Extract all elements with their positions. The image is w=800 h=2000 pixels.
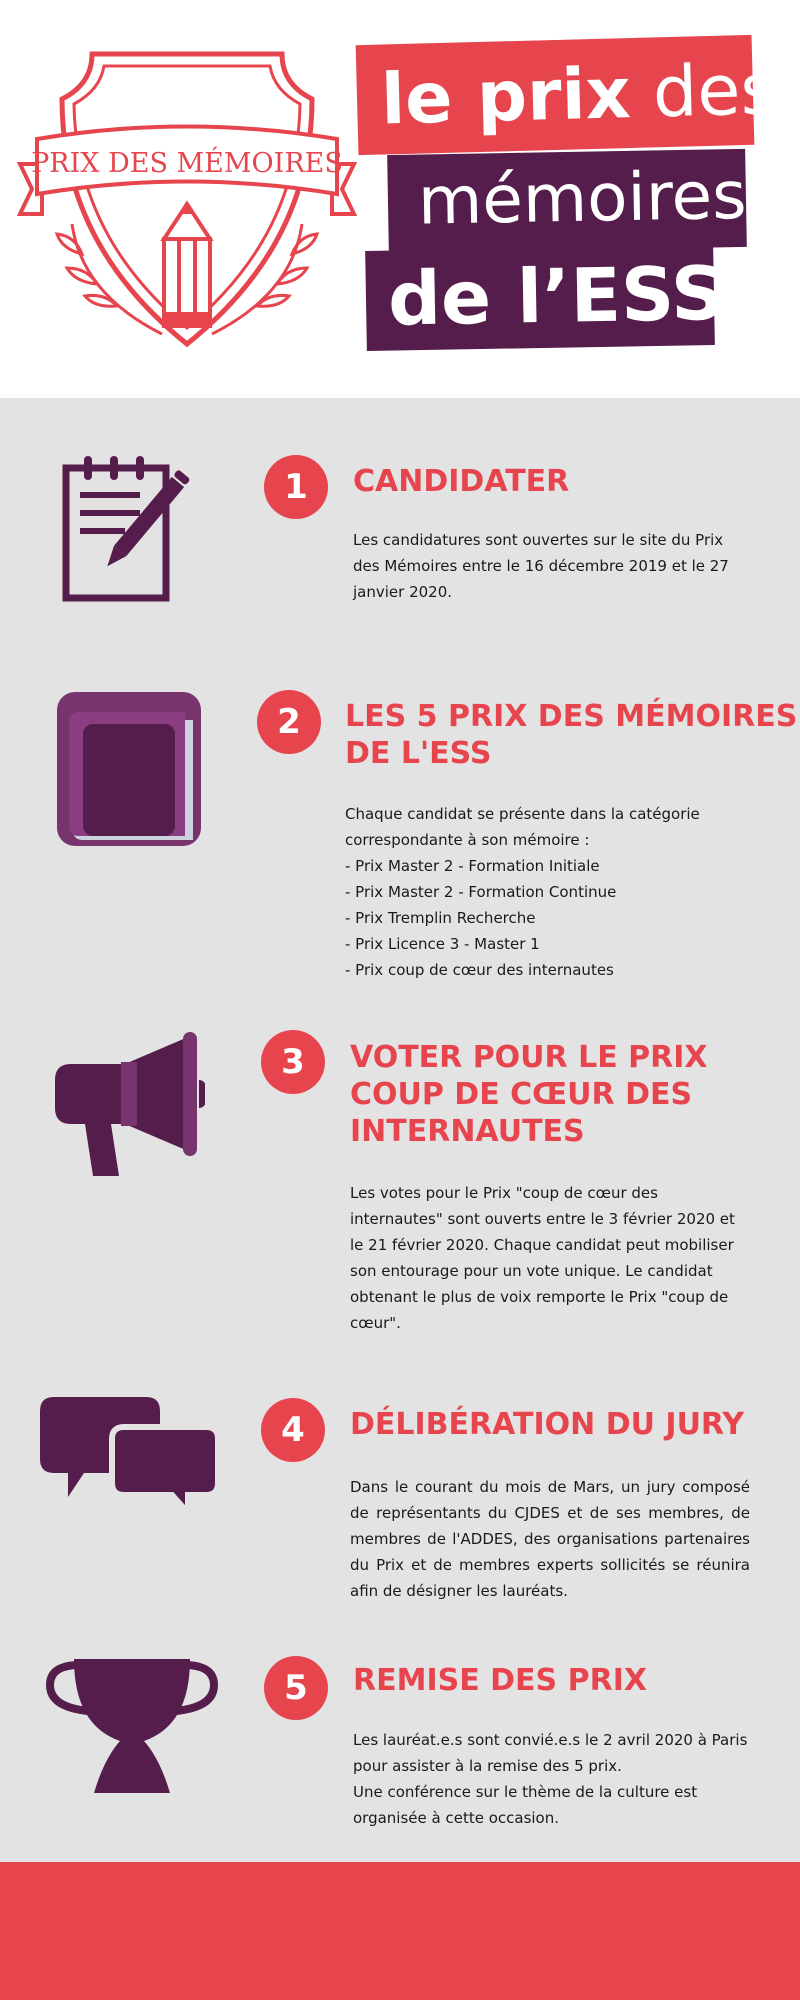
prix-memoires-shield-logo xyxy=(12,44,362,364)
title-line1-light: des xyxy=(629,48,778,135)
footer-band xyxy=(0,1862,800,2000)
step-title: CANDIDATER xyxy=(353,464,570,499)
step-title: DÉLIBÉRATION DU JURY xyxy=(350,1407,745,1442)
step-title: LES 5 PRIX DES MÉMOIRES DE L'ESS xyxy=(345,699,798,771)
hero-header xyxy=(0,0,800,398)
step-number: 4 xyxy=(261,1398,325,1462)
step-text: Les lauréat.e.s sont convié.e.s le 2 avril 2020 à Paris pour assister à la remise des 5 prix. Une conférence sur le thème de la culture est organisée à cette occasion. xyxy=(353,1731,748,1827)
step-text: Les votes pour le Prix "coup de cœur des internautes" sont ouverts entre le 3 février 2020 et le 21 février 2020. Chaque candidat peut mobiliser son entourage pour un vote unique. Le candidat obtenant le plus de voix remporte le Prix "coup de cœur". xyxy=(350,1184,735,1332)
megaphone-icon xyxy=(55,1030,205,1178)
notepad-pencil-icon xyxy=(60,452,205,604)
step-number: 1 xyxy=(264,455,328,519)
step-text: Chaque candidat se présente dans la catégorie correspondante à son mémoire : - Prix Master 2 - Formation Initiale - Prix Master 2 - Formation Continue - Prix Tremplin Recherche - Prix Licence 3 - Master 1 - Prix coup de cœur des internautes xyxy=(345,805,700,979)
step-number: 2 xyxy=(257,690,321,754)
step-text: Dans le courant du mois de Mars, un jury composé de représentants du CJDES et de ses membres, de membres de l'ADDES, des organisations partenaires du Prix et de membres experts sollicités se réunira afin de désigner les lauréats. xyxy=(350,1478,750,1600)
trophy-icon xyxy=(44,1655,220,1797)
step-title: VOTER POUR LE PRIX COUP DE CŒUR DES INTERNAUTES xyxy=(350,1040,708,1149)
title-bar-2 xyxy=(387,149,747,253)
book-icon xyxy=(55,690,205,848)
step-text: Les candidatures sont ouvertes sur le site du Prix des Mémoires entre le 16 décembre 2019 et le 27 janvier 2020. xyxy=(353,531,729,601)
step-number: 5 xyxy=(264,1656,328,1720)
title-bar-3 xyxy=(365,245,725,351)
title-bar-1 xyxy=(356,35,778,155)
title-line2: mémoires xyxy=(417,156,748,240)
step-title: REMISE DES PRIX xyxy=(353,1663,647,1698)
logo-text: PRIX DES MÉMOIRES xyxy=(31,148,343,179)
title-line1-bold: le prix xyxy=(379,52,632,141)
step-number: 3 xyxy=(261,1030,325,1094)
title-line3: de l’ESS xyxy=(387,250,725,343)
chat-bubbles-icon xyxy=(40,1397,220,1513)
